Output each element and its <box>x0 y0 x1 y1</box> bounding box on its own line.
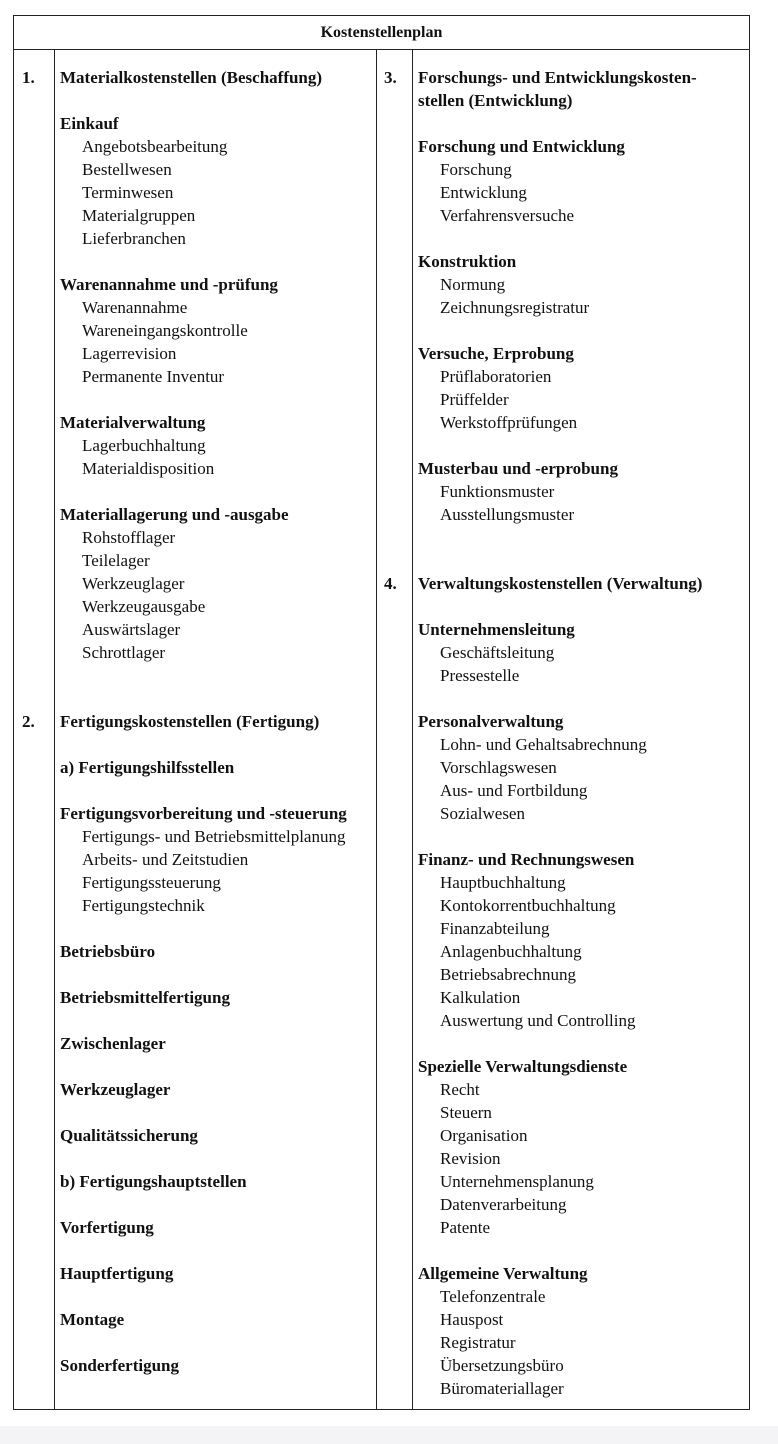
section-number-2: 2. <box>22 712 35 731</box>
section-number-1: 1. <box>22 68 35 87</box>
section-heading: Konstruktion <box>418 252 517 271</box>
list-item: Vorschlagswesen <box>440 758 557 777</box>
right-column <box>418 66 702 1400</box>
list-item: Übersetzungsbüro <box>440 1356 564 1375</box>
list-item: Materialdisposition <box>82 459 215 478</box>
spacer <box>60 963 347 986</box>
section-heading: stellen (Entwicklung) <box>418 91 573 110</box>
list-item: Patente <box>440 1218 491 1237</box>
list-item: Anlagenbuchhaltung <box>440 942 582 961</box>
spacer <box>418 1239 702 1262</box>
list-item: Werkstoffprüfungen <box>440 413 578 432</box>
list-item: Hauptbuchhaltung <box>440 873 566 892</box>
section-heading: Montage <box>60 1310 125 1329</box>
section-heading: Versuche, Erprobung <box>418 344 574 363</box>
list-item: Revision <box>440 1149 501 1168</box>
list-item: Lagerbuchhaltung <box>82 436 206 455</box>
list-item: Schrottlager <box>82 643 166 662</box>
list-item: Arbeits- und Zeitstudien <box>82 850 249 869</box>
spacer <box>418 549 702 572</box>
spacer <box>60 250 347 273</box>
list-item: Fertigungs- und Betriebsmittelplanung <box>82 827 346 846</box>
list-item: Kontokorrentbuchhaltung <box>440 896 616 915</box>
section-heading: Finanz- und Rechnungswesen <box>418 850 635 869</box>
section-heading: Forschungs- und Entwicklungskosten- <box>418 68 697 87</box>
left-column <box>60 66 347 1377</box>
column-divider-middle <box>376 49 377 1409</box>
list-item: Hauspost <box>440 1310 504 1329</box>
spacer <box>60 1193 347 1216</box>
list-item: Finanzabteilung <box>440 919 550 938</box>
spacer <box>60 480 347 503</box>
list-item: Wareneingangskontrolle <box>82 321 248 340</box>
section-number-3: 3. <box>384 68 397 87</box>
list-item: Geschäftsleitung <box>440 643 555 662</box>
section-heading: Allgemeine Verwaltung <box>418 1264 588 1283</box>
spacer <box>418 1032 702 1055</box>
section-heading: Einkauf <box>60 114 119 133</box>
list-item: Permanente Inventur <box>82 367 225 386</box>
list-item: Bestellwesen <box>82 160 172 179</box>
table-title: Kostenstellenplan <box>14 16 749 50</box>
list-item: Betriebsabrechnung <box>440 965 576 984</box>
section-heading: Zwischenlager <box>60 1034 166 1053</box>
list-item: Zeichnungsregistratur <box>440 298 590 317</box>
list-item: Teilelager <box>82 551 150 570</box>
section-heading: a) Fertigungshilfsstellen <box>60 758 235 777</box>
cost-center-table <box>13 15 750 1410</box>
section-heading: Warenannahme und -prüfung <box>60 275 278 294</box>
spacer <box>60 917 347 940</box>
list-item: Entwicklung <box>440 183 527 202</box>
spacer <box>60 1239 347 1262</box>
list-item: Steuern <box>440 1103 492 1122</box>
list-item: Prüflaboratorien <box>440 367 552 386</box>
column-divider-left-number <box>54 49 55 1409</box>
spacer <box>418 434 702 457</box>
section-heading: Fertigungskostenstellen (Fertigung) <box>60 712 320 731</box>
spacer <box>60 1009 347 1032</box>
section-heading: Sonderfertigung <box>60 1356 179 1375</box>
list-item: Warenannahme <box>82 298 188 317</box>
list-item: Materialgruppen <box>82 206 196 225</box>
list-item: Fertigungstechnik <box>82 896 205 915</box>
section-heading: Personalverwaltung <box>418 712 564 731</box>
list-item: Verfahrensversuche <box>440 206 575 225</box>
section-number-4: 4. <box>384 574 397 593</box>
section-heading: Unternehmensleitung <box>418 620 575 639</box>
list-item: Sozialwesen <box>440 804 525 823</box>
list-item: Datenverarbeitung <box>440 1195 567 1214</box>
section-heading: Werkzeuglager <box>60 1080 171 1099</box>
spacer <box>60 388 347 411</box>
spacer <box>60 1101 347 1124</box>
spacer <box>418 687 702 710</box>
list-item: Normung <box>440 275 506 294</box>
section-heading: Spezielle Verwaltungsdienste <box>418 1057 628 1076</box>
list-item: Unternehmensplanung <box>440 1172 594 1191</box>
list-item: Angebotsbearbeitung <box>82 137 228 156</box>
list-item: Werkzeugausgabe <box>82 597 206 616</box>
column-divider-right-number <box>412 49 413 1409</box>
section-heading: Fertigungsvorbereitung und -steuerung <box>60 804 347 823</box>
list-item: Ausstellungsmuster <box>440 505 575 524</box>
spacer <box>60 1285 347 1308</box>
spacer <box>418 595 702 618</box>
spacer <box>60 779 347 802</box>
spacer <box>60 1331 347 1354</box>
list-item: Funktionsmuster <box>440 482 555 501</box>
list-item: Auswertung und Controlling <box>440 1011 636 1030</box>
list-item: Recht <box>440 1080 480 1099</box>
section-heading: Verwaltungskostenstellen (Verwaltung) <box>418 574 703 593</box>
list-item: Organisation <box>440 1126 528 1145</box>
list-item: Forschung <box>440 160 512 179</box>
spacer <box>60 1055 347 1078</box>
list-item: Fertigungssteuerung <box>82 873 221 892</box>
list-item: Rohstofflager <box>82 528 176 547</box>
list-item: Telefonzentrale <box>440 1287 546 1306</box>
section-heading: Materiallagerung und -ausgabe <box>60 505 289 524</box>
section-heading: Musterbau und -erprobung <box>418 459 618 478</box>
section-heading: Betriebsbüro <box>60 942 156 961</box>
list-item: Registratur <box>440 1333 516 1352</box>
spacer <box>60 733 347 756</box>
section-heading: Betriebsmittelfertigung <box>60 988 230 1007</box>
spacer <box>60 687 347 710</box>
spacer <box>418 526 702 549</box>
list-item: Büromateriallager <box>440 1379 564 1398</box>
spacer <box>418 319 702 342</box>
spacer <box>418 227 702 250</box>
spacer <box>60 664 347 687</box>
list-item: Pressestelle <box>440 666 520 685</box>
spacer <box>418 112 702 135</box>
section-heading: Forschung und Entwicklung <box>418 137 625 156</box>
section-heading: Vorfertigung <box>60 1218 154 1237</box>
list-item: Aus- und Fortbildung <box>440 781 588 800</box>
list-item: Lohn- und Gehaltsabrechnung <box>440 735 647 754</box>
list-item: Lagerrevision <box>82 344 177 363</box>
section-heading: Materialkostenstellen (Beschaffung) <box>60 68 323 87</box>
list-item: Terminwesen <box>82 183 174 202</box>
section-heading: Qualitätssicherung <box>60 1126 198 1145</box>
section-heading: Hauptfertigung <box>60 1264 174 1283</box>
list-item: Prüffelder <box>440 390 509 409</box>
list-item: Lieferbranchen <box>82 229 186 248</box>
spacer <box>60 89 347 112</box>
section-heading: Materialverwaltung <box>60 413 206 432</box>
spacer <box>418 825 702 848</box>
list-item: Auswärtslager <box>82 620 181 639</box>
section-heading: b) Fertigungshauptstellen <box>60 1172 247 1191</box>
spacer <box>60 1147 347 1170</box>
list-item: Kalkulation <box>440 988 521 1007</box>
list-item: Werkzeuglager <box>82 574 185 593</box>
